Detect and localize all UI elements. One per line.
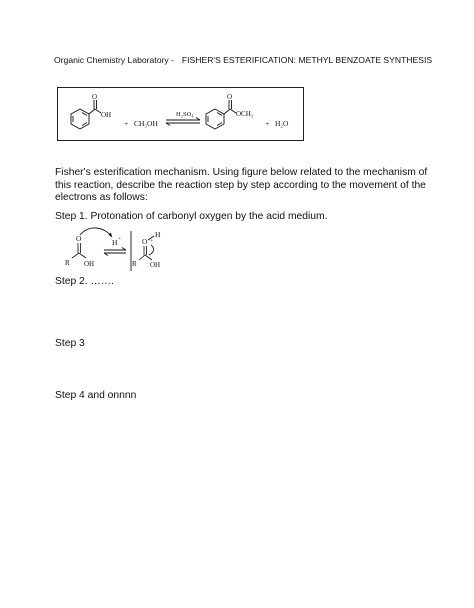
mech-proton: H	[112, 238, 118, 247]
methanol-label: CH₃OH	[134, 119, 158, 128]
mech-h-right: H	[155, 230, 161, 239]
mech-proton-charge: +	[118, 236, 122, 242]
equilibrium-arrow	[166, 118, 200, 126]
electron-arrow-icon	[80, 228, 112, 237]
benzene-ring-left	[71, 100, 101, 129]
step-4-text: Step 4 and onnnn	[55, 390, 137, 401]
intro-paragraph: Fisher's esterification mechanism. Using figure below related to the mechanism of this reaction, describe the reaction step by step according to the movement of the electrons as follows:	[55, 167, 428, 204]
benzene-ring-right	[206, 100, 236, 129]
plus-sign-1: +	[124, 119, 129, 128]
step-3-text: Step 3	[55, 338, 85, 349]
step-1-text: Step 1. Protonation of carbonyl oxygen by the acid medium.	[55, 211, 328, 222]
reaction-scheme	[57, 87, 304, 141]
document-title: FISHER'S ESTERIFICATION: METHYL BENZOATE SYNTHESIS	[181, 55, 433, 65]
step-2-text: Step 2. …….	[55, 276, 114, 287]
page-header	[54, 55, 434, 66]
plus-sign-2: +	[265, 119, 270, 128]
mech-oxygen-right: O	[142, 237, 148, 246]
mech-oh-right: OH	[150, 261, 161, 269]
mech-oxygen-charge: +	[150, 238, 154, 244]
mech-r-left: R	[65, 259, 70, 267]
mech-left-bonds	[72, 243, 86, 258]
ester-och3-label: OCH₃	[236, 110, 254, 118]
mech-r-right: R	[132, 260, 137, 268]
reaction-scheme-drawing	[58, 88, 305, 142]
mech-oh-left: OH	[84, 260, 95, 268]
catalyst-label: H₂SO₄	[176, 111, 194, 118]
carbonyl-oxygen-label: O	[92, 93, 98, 101]
mech-equilibrium-arrow	[104, 248, 126, 256]
water-label: H₂O	[275, 119, 289, 128]
mech-oxygen-left: O	[76, 234, 82, 243]
ester-carbonyl-oxygen-label: O	[227, 93, 233, 101]
mech-electron-arrow-right-icon	[149, 245, 153, 255]
acid-oh-label: OH	[101, 111, 112, 119]
course-label: Organic Chemistry Laboratory -	[54, 55, 174, 65]
protonation-mechanism	[56, 226, 176, 272]
